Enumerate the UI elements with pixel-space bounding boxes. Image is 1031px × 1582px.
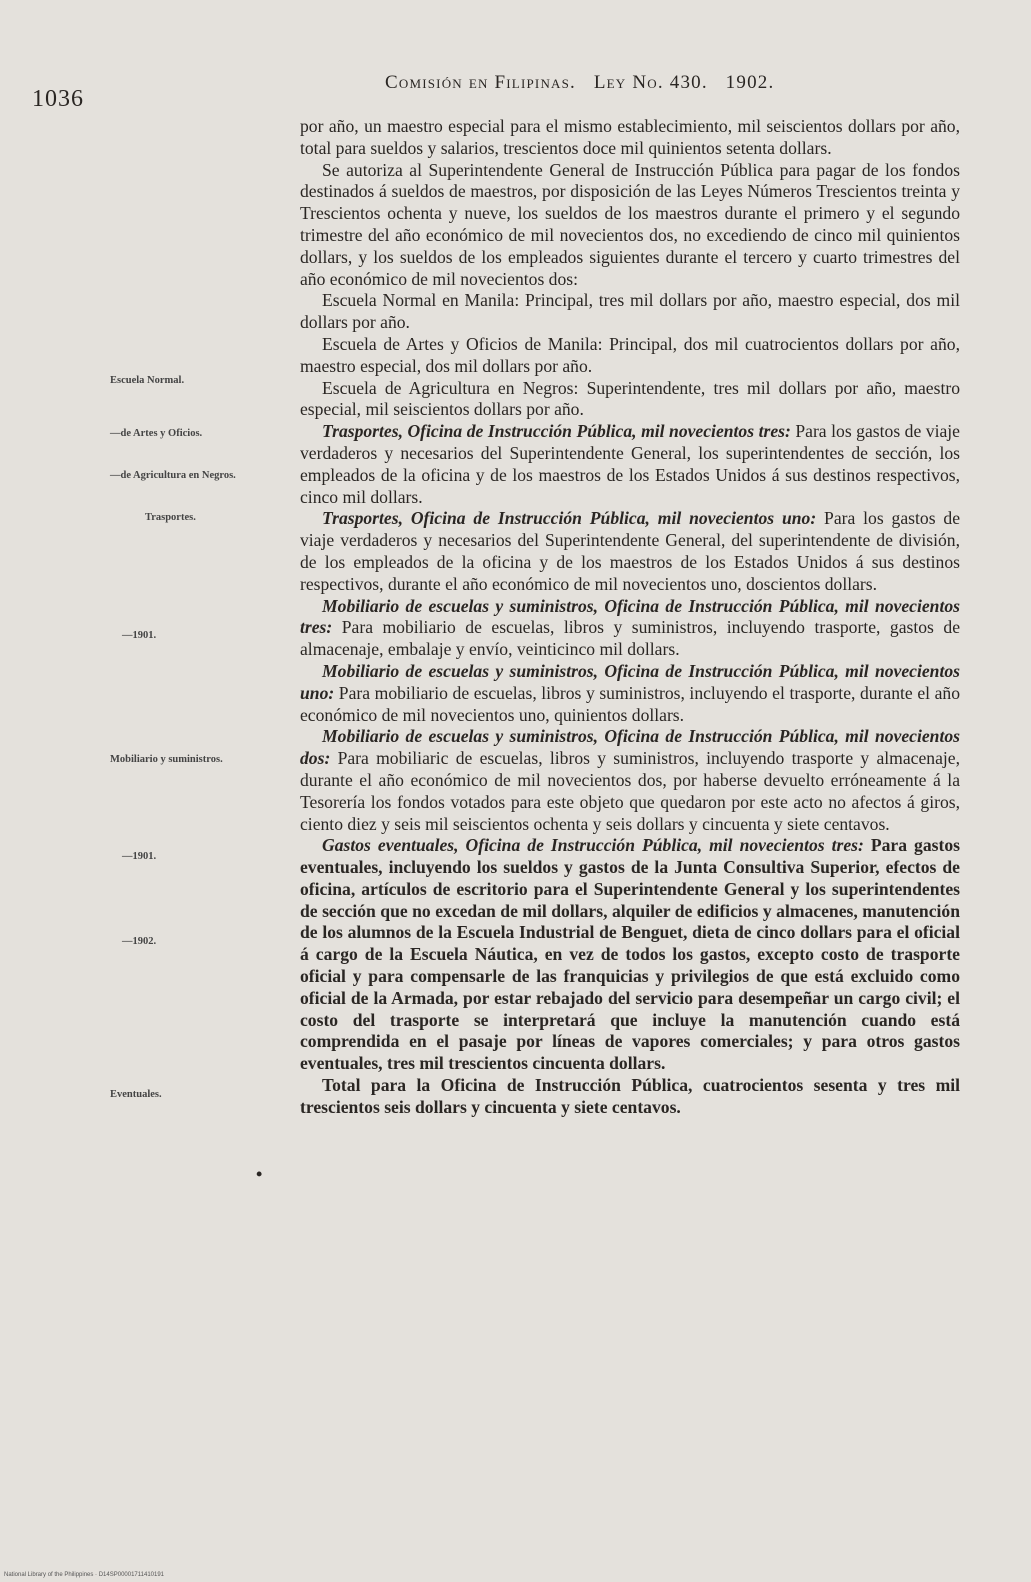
stray-dot: • — [256, 1164, 263, 1184]
paragraph-text: Para mobiliario de escuelas, libros y suministros, incluyendo el trasporte, durante el año económico de mil novecientos uno, quinientos dollars. — [300, 682, 960, 725]
body-text — [300, 116, 960, 1119]
paragraph-title: Trasportes, Oficina de Instrucción Pública, mil novecientos tres: — [322, 421, 791, 442]
paragraph-escuela-normal: Escuela Normal en Manila: Principal, tres mil dollars por año, maestro especial, dos mil dollars por año. — [300, 290, 960, 333]
margin-note-1901-a: —1901. — [122, 630, 157, 641]
margin-note-trasportes: Trasportes. — [145, 512, 196, 523]
running-head — [385, 72, 774, 94]
paragraph-mobiliario-1902 — [300, 726, 960, 835]
paragraph-title: Gastos eventuales, Oficina de Instrucción Pública, mil novecientos tres: — [322, 835, 864, 856]
margin-note-1902: —1902. — [122, 936, 157, 947]
margin-note-agricultura: —de Agricultura en Negros. — [110, 470, 236, 481]
paragraph-mobiliario-1903 — [300, 596, 960, 661]
paragraph-text: Para gastos eventuales, incluyendo los sueldos y gastos de la Junta Consultiva Superior, efectos de oficina, artículos de escritorio para el Superintendente General y los superintendentes de sección que no excedan de mil dollars, alquiler de edificios y almacenes, manutención de los alumnos de la Escuela Industrial de Benguet, dieta de cinco dollars para el oficial á cargo de la Escuela Náutica, en vez de todos los gastos, excepto costo de trasporte oficial y para compensarle de las franquicias y privilegios de que está excluido como oficial de la Armada, por estar rebajado del servicio para desempeñar un cargo civil; el costo del trasporte se interpretará que incluye la manutención cuando está comprendida en el pasaje por líneas de vapores comerciales; y para otros gastos eventuales, tres mil trescientos cincuenta dollars. — [300, 835, 960, 1074]
margin-note-artes-oficios: —de Artes y Oficios. — [110, 428, 203, 439]
paragraph-title: Mobiliario de escuelas y suministros, Oficina de Instrucción Pública, mil novecientos tres: — [300, 595, 960, 638]
margin-note-1901-b: —1901. — [122, 851, 157, 862]
paragraph-artes-oficios: Escuela de Artes y Oficios de Manila: Principal, dos mil cuatrocientos dollars por año, maestro especial, dos mil dollars por año. — [300, 333, 960, 376]
page-number: 1036 — [32, 86, 84, 112]
paragraph-text: Para los gastos de viaje verdaderos y necesarios del Superintendente General, del superintendente de división, de los empleados de la oficina y de los maestros de los Estados Unidos á sus destinos respectivos, durante el año económico de mil novecientos uno, doscientos dollars. — [300, 508, 961, 594]
paragraph-title: Trasportes, Oficina de Instrucción Pública, mil novecientos uno: — [322, 508, 817, 529]
paragraph-mobiliario-1901 — [300, 661, 960, 726]
paragraph-total: Total para la Oficina de Instrucción Pública, cuatrocientos sesenta y tres mil trescientos seis dollars y cincuenta y siete centavos. — [300, 1075, 960, 1117]
running-head-law: Ley No. 430. — [593, 72, 708, 93]
paragraph-text: Para mobiliaric de escuelas, libros y suministros, incluyendo trasporte y almacenaje, durante el año económico de mil novecientos dos, por haberse devuelto erróneamente á la Tesorería los fondos votados para este objeto que quedaron por este acto no afectos á giros, ciento diez y seis mil seiscientos ochenta y seis dollars y cincuenta y siete centavos. — [300, 748, 960, 834]
footer-credit: National Library of the Philippines · D14SP00001711410191 — [4, 1572, 164, 1578]
paragraph-trasportes-1901 — [300, 508, 960, 595]
margin-note-escuela-normal: Escuela Normal. — [110, 375, 185, 386]
paragraph-authorization: Se autoriza al Superintendente General de Instrucción Pública para pagar de los fondos destinados á sueldos de maestros, por disposición de las Leyes Números Trescientos treinta y Trescientos ochenta y nueve, los sueldos de los maestros durante el primero y el segundo trimestre del año económico de mil novecientos dos, no excediendo de cinco mil quinientos dollars, y los sueldos de los empleados siguientes durante el tercero y cuarto trimestres del año económico de mil novecientos dos: — [300, 159, 960, 289]
paragraph-text: Para mobiliario de escuelas, libros y suministros, incluyendo trasporte, gastos de almacenaje, embalaje y envío, veinticinco mil dollars. — [300, 617, 960, 660]
paragraph-title: Mobiliario de escuelas y suministros, Oficina de Instrucción Pública, mil novecientos dos: — [300, 726, 960, 769]
running-head-year: 1902. — [725, 72, 775, 93]
paragraph-eventuales — [300, 835, 960, 1075]
paragraph-trasportes-1903 — [300, 421, 960, 508]
paragraph-text: Para los gastos de viaje verdaderos y necesarios del Superintendente General, los superintendentes de sección, los empleados de la oficina y de los maestros de los Estados Unidos á sus destinos respectivos, cinco mil dollars. — [300, 421, 960, 507]
paragraph-title: Mobiliario de escuelas y suministros, Oficina de Instrucción Pública, mil novecientos uno: — [300, 660, 960, 703]
margin-note-eventuales: Eventuales. — [110, 1089, 162, 1100]
paragraph-continuation: por año, un maestro especial para el mismo establecimiento, mil seiscientos dollars por año, total para sueldos y salarios, trescientos doce mil quinientos setenta dollars. — [300, 116, 960, 158]
paragraph-agricultura: Escuela de Agricultura en Negros: Superintendente, tres mil dollars por año, maestro especial, mil seiscientos dollars por año. — [300, 377, 960, 420]
running-head-commission: Comisión en Filipinas. — [385, 72, 576, 93]
margin-note-mobiliario: Mobiliario y suministros. — [110, 754, 223, 765]
